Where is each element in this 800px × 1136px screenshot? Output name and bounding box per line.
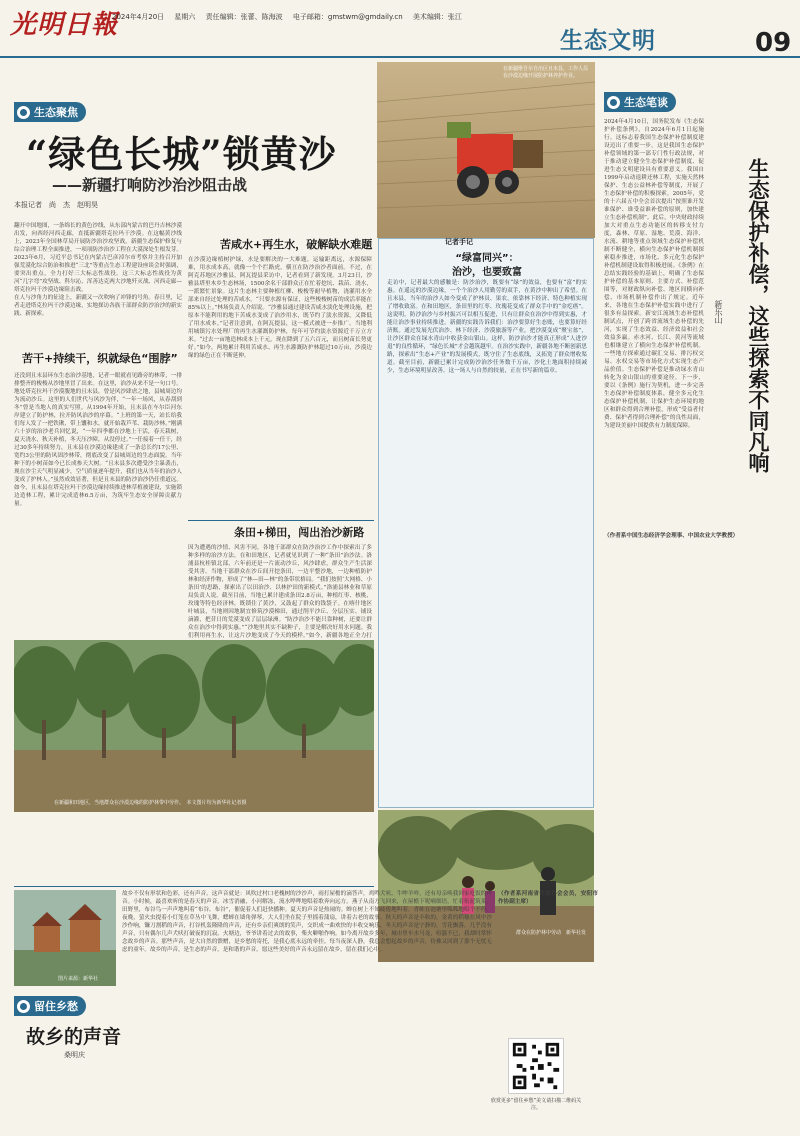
tag-home-icon [17,1000,30,1013]
section2-heading: 苦咸水+再生水，破解缺水难题 [220,238,373,251]
tag-label: 生态聚焦 [34,106,78,119]
story-body [122,890,492,1132]
section3-text: 因为遭遇的沙情、风害不同，各地干部群众在防沙治沙工作中探索出了多种多样的治沙方法。在和田地区，记者就见识到了一种“条田”治沙法。洛浦县杭桂镇北部，六年前还是一片流动沙丘，风沙肆虐，群众生产生活深受其害。当地干部群众在沙丘间开挖条田，一边平整沙地，一边种植防护林和经济作物，形成了“林—田—林”的条带状格局。“我们按照‘大网格、小条田’的思路，探索出了以田治沙、以林护田的新模式。”洛浦县林业和草原局负责人说。截至目前，当地已累计建成条田2.8万亩，种植红枣、核桃、玫瑰等特色经济林，既锁住了黄沙，又鼓起了群众的钱袋子。在喀什地区叶城县，当地则因地制宜修筑沙漠梯田，通过削平沙丘、分层压实、铺设滴灌，把昔日的荒漠变成了层层绿洲。“防沙治沙不能只靠种树，还要让群众在治沙中得到实惠。”“沙地里其实不缺种子，主要是解决好用水问题。我们利用再生水，让这片沙地变成了今天的模样。”如今，新疆各地正全力打 [188,545,372,639]
story-photo-art [14,890,116,986]
reporter-notes-box [378,238,594,808]
section3-heading: 条田+梯田，闯出治沙新路 [234,526,365,539]
photo-top-desert-tractor [377,62,595,238]
responsible-editor: 责任编辑：张蕾、陈海波 [205,13,283,21]
tag-pen-icon [607,96,620,109]
photo-top-caption: 在新疆维吾尔自治区且末县，工作人员在沙漠边缘开展防护林养护作业。 [503,66,589,79]
commentary-body-lower [604,532,788,1122]
lead-text: 翻开中国地图，一条绵长的黄色沙线，从东部内蒙古的巴丹吉林沙漠出发，向西经河西走廊，直抵新疆塔克拉玛干沙漠。在这幅黄沙线上，2023年全国林草局开展防沙治沙攻坚战，新疆生态保护修复与综合治理工程全面推进，一项项防沙治沙工程在大漠深处生根发芽。2023年6月，习近平总书记在内蒙古巴彦淖尔市考察并主持召开加强荒漠化综合防治和推进“三北”等重点生态工程建设座谈会时强调，要突出重点，全力打好三大标志性战役。这三大标志性战役为黄河“几字弯”攻坚战、科尔沁、浑善达克两大沙地歼灭战、河西走廊—塔克拉玛干沙漠边缘阻击战。 [14,223,182,293]
main-byline: 本报记者 尚 杰 赵明昊 [14,201,98,209]
section1-text: 还没到且末县环东生态治沙基地，记者一眼就看见路旁的林带，一排排整齐的梭梭从沙地里冒了出来。在这里，治沙从来不是一句口号。地处塔克拉玛干沙漠腹地的且末县，曾是风沙肆虐之地，县城周边均为流动沙丘。这里的人们世代与风沙为伴，“一年一场风，从春刮到冬”曾是当地人的真实写照。从1994年开始，且末县在车尔臣河东岸建立了防护林，拉开防风治沙的序幕。“上班的第一天，站长给我们每人发了一把铁锹，带上馕和水，就开始栽芦苇、栽防沙林。”刚满六十岁的治沙老兵回忆说，“一年四季都在沙地上干活，春天栽树，夏天浇水，秋天补植，冬天压沙障，从没停过。”一任接着一任干，经过30多年持续努力，且末县在沙漠边缘建成了一条总长约17公里、宽约3公里的防风固沙林带，彻底改变了县城周边的生态面貌。当年种下的小树苗如今已长成参天大树。“且末县多次遭受沙尘暴袭击，现在沙尘天气明显减少，空气质量逐年提升，我们也从当年的治沙人变成了护林人。”虽然成效显著，但是且末县的防沙治沙仍任重道远。如今，且末县在塔克拉玛干沙漠边缘持续推进林草植被建设，实施锁边造林工程，累计完成造林6.5万亩，为筑牢生态安全屏障贡献力量。 [14,373,182,507]
section3-rule [188,520,374,521]
photo-bottom2-caption: 群众在防护林中劳动 新华社发 [516,930,587,936]
story-top-rule [14,886,374,887]
commentary-body [604,118,704,530]
lead-text-2: 在人与沙角力的征途上，新疆又一次吹响了冲锋的号角。春日里，记者走进塔克拉玛干沙漠边缘，实地探访各族干部群众防沙治沙的新实践、新探索。 [14,295,182,317]
tag-eco-commentary [604,92,676,112]
page-header [0,0,800,58]
reporter-notes-title-2: 治沙，也要致富 [452,267,522,278]
section-title: 生态文明 [560,28,656,54]
art-editor: 美术编辑：张江 [412,13,462,21]
reporter-notes-body [387,279,587,567]
photo-bottom-caption: 在新疆和田地区，当地群众在沙漠边缘的防护林带中劳作。 本文图片均为新华社记者摄 [54,800,247,806]
editor-email: 电子邮箱：gmstwm@gmdaily.cn [292,13,403,21]
forest-photo-art [14,640,374,812]
main-headline: “绿色长城”锁黄沙 [26,132,337,176]
tag-leaf-icon [17,106,30,119]
story-photo-caption: 图片来源：新华社 [58,976,99,982]
commentary-footer: （作者系中国生态经济学会理事、中国农业大学教授） [604,533,739,539]
lead-paragraph [14,222,182,340]
story-photo [14,890,116,986]
commentary-text: 2024年4月10日，国务院发布《生态保护补偿条例》，自2024年6月1日起施行。这标志着我国生态保护补偿制度建设迈出了重要一步。这是我国生态保护补偿领域的第一部专门性行政法规，对于推动建立健全生态保护补偿制度、促进生态文明建设具有重要意义。我国自1999年启动退耕还林工程，实施天然林保护、生态公益林补偿等制度，开展了生态保护补偿的积极探索。2005年，党的十六届五中全会首次提出“按照谁开发谁保护、谁受益谁补偿的原则，加快建立生态补偿机制”。此后，中央财政持续加大对重点生态功能区的转移支付力度，森林、草原、湿地、荒漠、海洋、水流、耕地等重点领域生态保护补偿机制不断健全，横向生态保护补偿机制探索稳步推进，市场化、多元化生态保护补偿机制建设取得积极进展。《条例》在总结实践经验的基础上，明确了生态保护补偿的基本原则、主要方式、补偿范围等，对财政纵向补偿、地区间横向补偿、市场机制补偿作出了规定。近年来，各地在生态保护补偿实践中进行了很多有益探索。新安江流域生态补偿机制试点，开创了跨省流域生态补偿的先河，实现了生态效益、经济效益和社会效益多赢。赤水河、长江、黄河等流域也相继建立了横向生态保护补偿机制。一些地方探索通过碳汇交易、排污权交易、水权交易等市场化方式实现生态产品价值。生态保护补偿是推动绿水青山转化为金山银山的重要途径。下一步，要以《条例》施行为契机，进一步完善生态保护补偿制度体系，健全多元化生态保护补偿机制，让保护生态环境的地区和群众得到合理补偿，形成“受益者付费、保护者得到合理补偿”的良性局面，为建设美丽中国提供有力制度保障。 [604,119,704,429]
issue-weekday: 星期六 [174,13,196,21]
reporter-notes-label: 记者手记 [445,238,473,246]
tag-commentary-label: 生态笔谈 [624,96,668,109]
qr-caption: 欣赏更多“留住乡愁”美文请扫描二维码关注。 [490,1098,582,1111]
section2-text: 在沙漠边缘植树护绿，水是要解决的一大难题。运输距离远，水源保障难，用水成本高，就像一个个拦路虎，横亘在防沙治沙者面前。不过，在阿克苏地区沙雅县，阿瓦提县采访中，记者看到了新发现。3月23日，沙雅县塔里木乡生态林场，1500余名干部群众正在忙着挖坑、栽苗、浇水，一派繁忙景象。这片生态林主要种植红柳、梭梭等耐旱植物，浇灌用水全部来自经过处理的苦咸水。“只要水源有保证，这些梭梭树苗的成活率能在85%以上。”林场负责人介绍说。“沙雅县通过建设苦咸水淡化处理设施，把原本不能利用的地下苦咸水变成了治沙用水，既节约了淡水资源，又降低了用水成本。”记者注意到，在阿瓦提县，这一模式被进一步推广。当地利用城镇污水处理厂的再生水灌溉防护林，每年可节约淡水资源近千万立方米。“过去一亩地造林成本上千元，现在降到了五六百元，而且树苗长势更好。”如今，两地累计利用苦咸水、再生水灌溉防护林超过10万亩，沙漠边缘的绿色正在不断延伸。 [188,257,372,359]
story-author: 桑明庆 [64,1051,85,1059]
masthead-logo: 光明日報 [10,10,119,40]
qr-code-icon[interactable] [508,1038,564,1094]
issue-date: 2024年4月20日 [112,13,165,21]
page-number: 09 [755,28,792,58]
section2-body-left [188,256,372,486]
tag-nostalgia [14,996,86,1016]
commentary-author: 新乐山 [714,300,723,324]
story-text: 故乡不仅有形状和色彩，还有声音。这声音就是：风吹过村口老槐树的沙沙声，雨打屋檐的滴答声，鸡鸣犬吠，牛哞羊咩，还有母亲唤我回家吃饭的声音。小时候，最喜欢听的是春天的声音。冰雪消融，小河解冻，流水哗哗地唱着歌奔向远方。燕子从南方飞回来，在屋檐下呢喃细语，忙着衔泥筑巢。田野里，布谷鸟一声声地叫着“布谷、布谷”，催促着人们赶快播种。夏天的声音是热闹的。蝉在树上不知疲倦地叫着，青蛙在池塘里呱呱地唱个不停。夜晚，萤火虫提着小灯笼在草丛中飞舞，蟋蟀在墙角弹琴，大人们坐在院子里摇着蒲扇，讲着古老的故事。秋天的声音是丰收的。金黄的稻穗在风中沙沙作响，镰刀割稻的声音，打谷机轰隆隆的声音，还有乡亲们爽朗的笑声，交织成一曲欢快的丰收交响乐。冬天的声音是宁静的。雪花飘落，几乎没有声音，只有偶尔几声犬吠打破夜的沉寂。火塘边，爷爷讲着过去的故事，柴火噼啪作响。如今离开故乡多年，城市里车水马龙，喧嚣不已，我却时常怀念故乡的声音。那些声音，是大自然的馈赠，是乡愁的寄托，是我心底永远的牵挂。每当夜深人静，我总会想起故乡的声音，仿佛又回到了那个无忧无虑的童年。故乡的声音，是生态的声音，是和谐的声音。愿这些美好的声音永远留在故乡，留在我们心中。 [122,891,492,953]
section1-heading: 苦干+持续干，织就绿色“围脖” [22,352,178,365]
header-meta [112,12,470,22]
tractor-photo-art [377,62,595,238]
story-title: 故乡的声音 [26,1026,122,1048]
commentary-title: 生态保护补偿，这些探索不同凡响 [746,158,771,473]
tag-nostalgia-label: 留住乡愁 [34,1000,78,1013]
story-contributor: （作者系河南省作家协会会员，安阳市作协副主席） [498,891,598,905]
reporter-notes-text: 走访中，记者最大的感触是：防沙治沙，既要有“绿”的效益，也要有“富”的实惠。在遥远的沙漠边缘，一个个治沙人用勤劳的双手，在黄沙中种出了希望。在且末县，当年的治沙人如今变成了护林员、果农，依靠林下经济、特色种植实现了增收致富。在和田地区，条田里的红枣、玫瑰花变成了群众手中的“金疙瘩”。这说明，防沙治沙与乡村振兴可以相互促进，只有让群众在治沙中得到实惠，才能让治沙事业持续推进。新疆的实践告诉我们：治沙要算好生态账，也要算好经济账。通过发展光伏治沙、林下经济、沙漠旅游等产业，把沙漠变成“聚宝盆”，让沙区群众在绿水青山中收获金山银山。这样，防沙治沙才能真正形成“人进沙退”的良性循环，“绿色长城”才会越筑越牢。在治沙实践中，新疆各地不断创新思路，探索出“生态+产业”的发展模式，既守住了生态底线，又拓宽了群众增收渠道。截至目前，新疆已累计完成防沙治沙任务数千万亩，沙化土地面积持续减少，生态环境明显改善。这一场人与自然的较量，正在书写新的篇章。 [387,280,587,374]
story-body-tail [498,890,598,1030]
photo-bottom-forest-workers [14,640,374,812]
main-subhead: ——新疆打响防沙治沙阻击战 [52,176,248,194]
tag-eco-focus [14,102,86,122]
reporter-notes-title: “绿富同兴”： [455,253,519,264]
